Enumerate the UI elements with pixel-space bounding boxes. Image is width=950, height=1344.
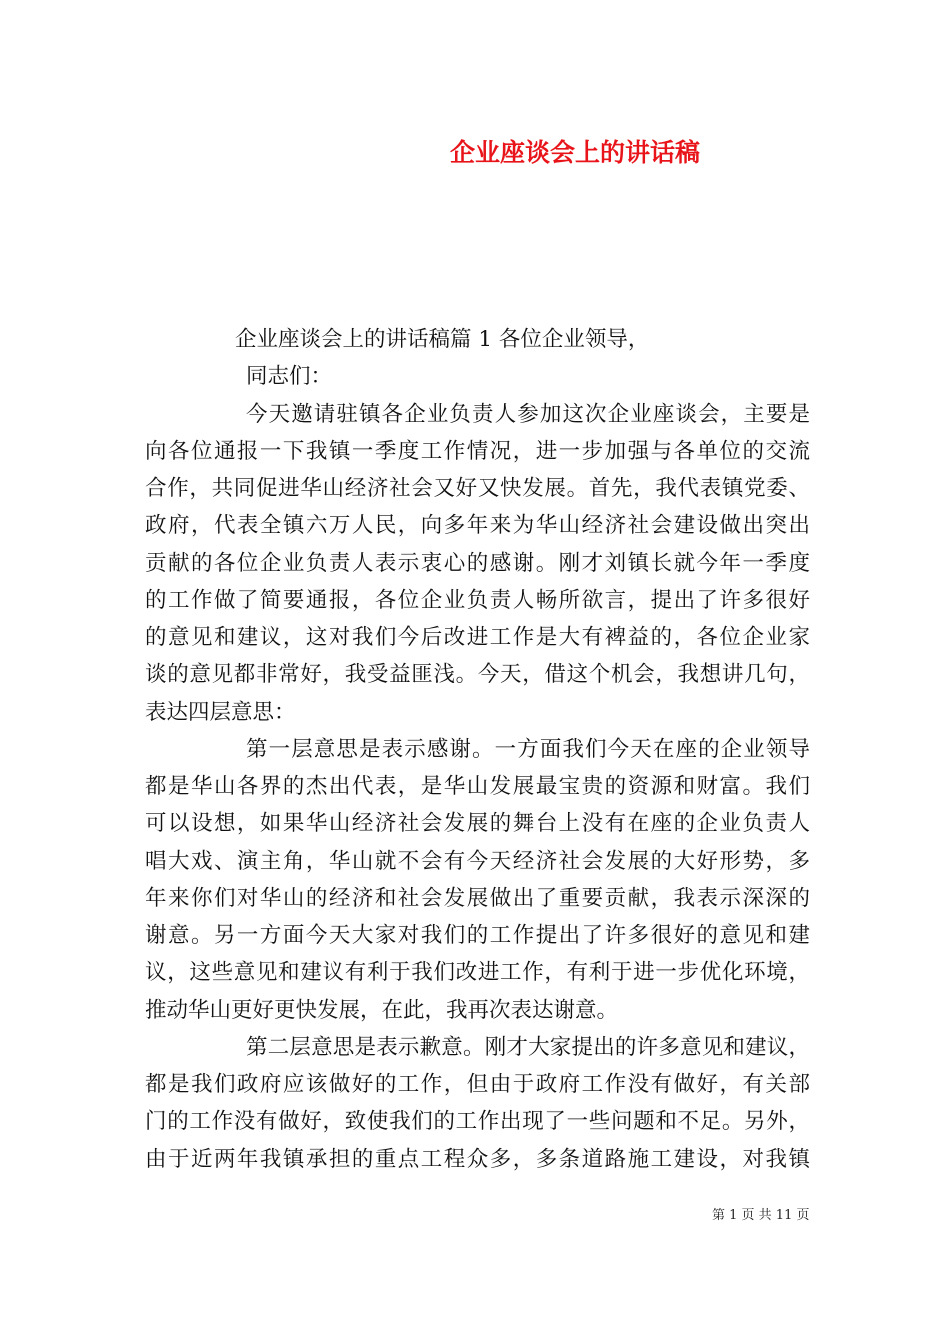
text-line: 门的工作没有做好，致使我们的工作出现了一些问题和不足。另外， — [145, 1109, 810, 1135]
text-line: 同志们： — [246, 364, 333, 390]
text-line: 今天邀请驻镇各企业负责人参加这次企业座谈会，主要是 — [246, 401, 810, 427]
text-line: 都是我们政府应该做好的工作，但由于政府工作没有做好，有关部 — [145, 1072, 810, 1097]
text-line: 合作，共同促进华山经济社会又好又快发展。首先，我代表镇党委、 — [145, 476, 810, 501]
page-footer: 第 1 页 共 11 页 — [712, 1208, 810, 1223]
text-line: 第二层意思是表示歉意。刚才大家提出的许多意见和建议， — [246, 1034, 810, 1060]
text-line: 的意见和建议，这对我们今后改进工作是大有裨益的，各位企业家 — [145, 625, 810, 650]
text-line: 年来你们对华山的经济和社会发展做出了重要贡献，我表示深深的 — [145, 885, 810, 911]
text-line: 都是华山各界的杰出代表，是华山发展最宝贵的资源和财富。我们 — [145, 774, 810, 799]
text-line: 可以设想，如果华山经济社会发展的舞台上没有在座的企业负责人 — [145, 811, 810, 837]
text-line: 谈的意见都非常好，我受益匪浅。今天，借这个机会，我想讲几句， — [145, 662, 810, 688]
text-line: 推动华山更好更快发展，在此，我再次表达谢意。 — [145, 997, 619, 1023]
text-line: 第一层意思是表示感谢。一方面我们今天在座的企业领导 — [246, 736, 810, 762]
text-line: 政府，代表全镇六万人民，向多年来为华山经济社会建设做出突出 — [145, 513, 810, 539]
text-line: 谢意。另一方面今天大家对我们的工作提出了许多很好的意见和建 — [145, 923, 810, 948]
text-line: 企业座谈会上的讲话稿篇 1 各位企业领导， — [235, 327, 650, 352]
text-line: 议，这些意见和建议有利于我们改进工作，有利于进一步优化环境， — [145, 960, 810, 986]
document-title: 企业座谈会上的讲话稿 — [450, 138, 701, 167]
text-line: 的工作做了简要通报，各位企业负责人畅所欲言，提出了许多很好 — [145, 587, 810, 613]
text-line: 唱大戏、演主角，华山就不会有今天经济社会发展的大好形势，多 — [145, 848, 810, 874]
text-line: 表达四层意思： — [145, 699, 296, 725]
text-line: 由于近两年我镇承担的重点工程众多，多条道路施工建设，对我镇 — [145, 1146, 810, 1172]
text-line: 贡献的各位企业负责人表示衷心的感谢。刚才刘镇长就今年一季度 — [145, 550, 810, 576]
text-line: 向各位通报一下我镇一季度工作情况，进一步加强与各单位的交流 — [145, 438, 810, 464]
